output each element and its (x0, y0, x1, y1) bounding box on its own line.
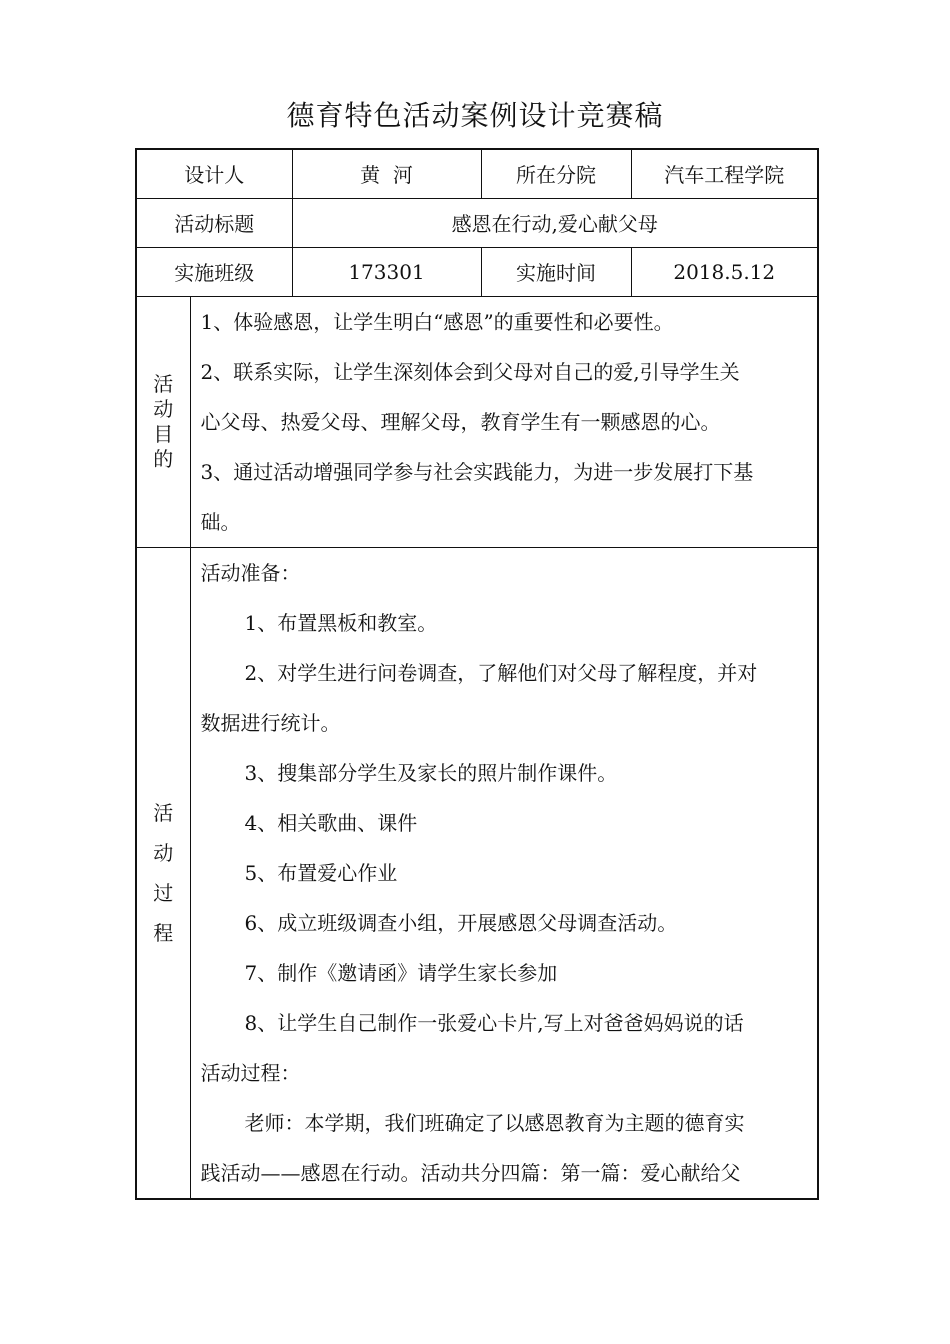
prep-item: 4、相关歌曲、课件 (244, 810, 418, 835)
prep-item: 数据进行统计。 (200, 710, 341, 735)
purpose-line: 础。 (200, 509, 241, 534)
branch-value: 汽车工程学院 (631, 149, 818, 198)
class-value: 173301 (292, 247, 481, 296)
prep-item: 6、成立班级调查小组，开展感恩父母调查活动。 (244, 910, 678, 935)
purpose-line: 3、通过活动增强同学参与社会实践能力，为进一步发展打下基 (200, 459, 754, 484)
prep-item: 8、让学生自己制作一张爱心卡片,写上对爸爸妈妈说的话 (244, 1010, 744, 1035)
activity-title-row (136, 198, 818, 247)
purpose-label-char: 的 (153, 446, 174, 471)
designer-value: 黄 河 (292, 149, 481, 198)
prep-item: 5、布置爱心作业 (244, 860, 398, 885)
process-label-char: 过 (153, 880, 174, 905)
class-row (136, 247, 818, 296)
document-title: 德育特色活动案例设计竞赛稿 (286, 99, 664, 132)
purpose-line: 1、体验感恩，让学生明白“感恩”的重要性和必要性。 (200, 309, 674, 334)
purpose-line: 心父母、热爱父母、理解父母，教育学生有一颗感恩的心。 (200, 409, 721, 434)
purpose-label-char: 活 (153, 371, 174, 396)
process-row (136, 547, 818, 1199)
prep-heading: 活动准备： (200, 560, 301, 585)
activity-title-label: 活动标题 (136, 198, 292, 247)
process-content (190, 547, 818, 1199)
purpose-content (190, 296, 818, 547)
purpose-line: 2、联系实际，让学生深刻体会到父母对自己的爱,引导学生关 (200, 359, 740, 384)
activity-title-value: 感恩在行动,爱心献父母 (292, 198, 818, 247)
process-label-char: 程 (153, 920, 174, 945)
prep-item: 1、布置黑板和教室。 (244, 610, 438, 635)
date-value: 2018.5.12 (631, 247, 818, 296)
designer-label: 设计人 (136, 149, 292, 198)
purpose-label (136, 296, 190, 547)
branch-label: 所在分院 (481, 149, 631, 198)
process-line: 老师：本学期，我们班确定了以感恩教育为主题的德育实 (244, 1110, 745, 1135)
process-label (136, 547, 190, 1199)
purpose-label-char: 动 (153, 396, 174, 421)
activity-form-table (135, 148, 819, 1200)
designer-row (136, 149, 818, 198)
date-label: 实施时间 (481, 247, 631, 296)
prep-item: 7、制作《邀请函》请学生家长参加 (244, 960, 558, 985)
purpose-row (136, 296, 818, 547)
process-heading: 活动过程： (200, 1060, 301, 1085)
prep-item: 2、对学生进行问卷调查，了解他们对父母了解程度，并对 (244, 660, 758, 685)
process-label-char: 活 (153, 800, 174, 825)
prep-item: 3、搜集部分学生及家长的照片制作课件。 (244, 760, 618, 785)
class-label: 实施班级 (136, 247, 292, 296)
process-line: 践活动——感恩在行动。活动共分四篇：第一篇：爱心献给父 (200, 1160, 741, 1185)
purpose-label-char: 目 (153, 421, 174, 446)
process-label-char: 动 (153, 840, 174, 865)
